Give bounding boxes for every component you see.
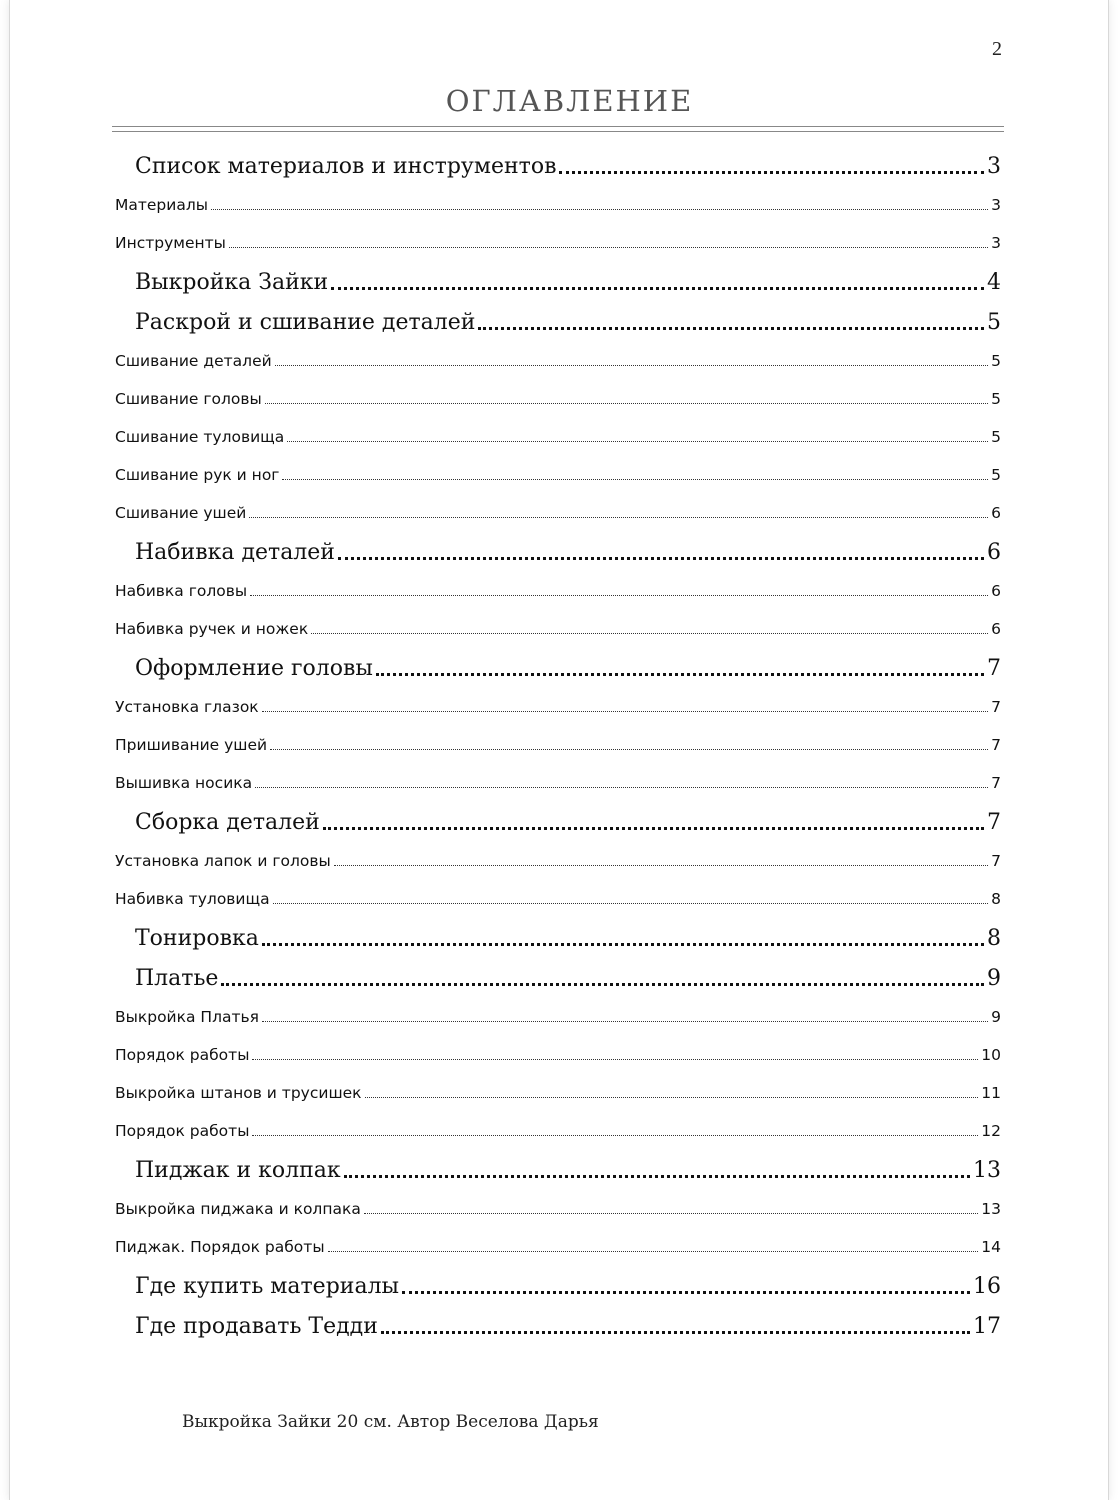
toc-entry-page-number: 7	[991, 698, 1001, 716]
toc-entry-label: Тонировка	[135, 925, 259, 951]
toc-entry-label: Сшивание ушей	[115, 504, 247, 522]
toc-entry-page-number: 7	[987, 809, 1001, 835]
dot-leader	[249, 516, 988, 518]
dot-leader	[275, 364, 988, 366]
toc-heading-entry[interactable]	[115, 918, 1001, 958]
toc-entry-page-number: 5	[991, 390, 1001, 408]
toc-heading-entry[interactable]	[115, 1150, 1001, 1190]
toc-subentry[interactable]	[115, 494, 1001, 532]
toc-subentry[interactable]	[115, 380, 1001, 418]
toc-entry-label: Оформление головы	[135, 655, 373, 681]
toc-entry-page-number: 8	[991, 890, 1001, 908]
toc-entry-label: Порядок работы	[115, 1046, 250, 1064]
toc-subentry[interactable]	[115, 688, 1001, 726]
page-number: 2	[992, 38, 1002, 60]
toc-entry-page-number: 7	[991, 774, 1001, 792]
toc-entry-label: Сшивание головы	[115, 390, 262, 408]
dot-leader	[262, 942, 984, 946]
dot-leader	[402, 1290, 970, 1294]
toc-entry-page-number: 6	[991, 504, 1001, 522]
toc-subentry[interactable]	[115, 1112, 1001, 1150]
toc-entry-label: Пиджак. Порядок работы	[115, 1238, 325, 1256]
toc-subentry[interactable]	[115, 1036, 1001, 1074]
dot-leader	[229, 246, 988, 248]
toc-entry-page-number: 3	[991, 234, 1001, 252]
toc-heading-entry[interactable]	[115, 302, 1001, 342]
toc-entry-page-number: 6	[991, 620, 1001, 638]
toc-entry-page-number: 5	[991, 428, 1001, 446]
toc-entry-label: Инструменты	[115, 234, 226, 252]
dot-leader	[331, 286, 984, 290]
toc-entry-label: Где купить материалы	[135, 1273, 400, 1299]
dot-leader	[323, 826, 984, 830]
toc-entry-page-number: 5	[987, 309, 1001, 335]
toc-entry-page-number: 7	[991, 852, 1001, 870]
toc-entry-label: Выкройка штанов и трусишек	[115, 1084, 362, 1102]
toc-heading-entry[interactable]	[115, 262, 1001, 302]
dot-leader	[365, 1096, 979, 1098]
toc-heading-entry[interactable]	[115, 146, 1001, 186]
toc-entry-page-number: 5	[991, 466, 1001, 484]
toc-entry-page-number: 7	[987, 655, 1001, 681]
toc-entry-label: Набивка головы	[115, 582, 248, 600]
toc-entry-label: Набивка деталей	[135, 539, 335, 565]
toc-heading-entry[interactable]	[115, 648, 1001, 688]
toc-subentry[interactable]	[115, 842, 1001, 880]
toc-subentry[interactable]	[115, 224, 1001, 262]
toc-entry-label: Установка лапок и головы	[115, 852, 331, 870]
toc-subentry[interactable]	[115, 1074, 1001, 1112]
toc-entry-label: Установка глазок	[115, 698, 259, 716]
document-page	[10, 0, 1108, 1500]
dot-leader	[282, 478, 988, 480]
toc-entry-label: Вышивка носика	[115, 774, 253, 792]
page-footer: Выкройка Зайки 20 см. Автор Веселова Дарья	[182, 1412, 599, 1432]
dot-leader	[221, 982, 984, 986]
toc-heading-entry[interactable]	[115, 1306, 1001, 1346]
dot-leader	[270, 748, 988, 750]
dot-leader	[381, 1330, 970, 1334]
toc-entry-label: Набивка ручек и ножек	[115, 620, 309, 638]
toc-entry-label: Выкройка Зайки	[135, 269, 329, 295]
toc-subentry[interactable]	[115, 998, 1001, 1036]
dot-leader	[273, 902, 989, 904]
toc-entry-page-number: 16	[973, 1273, 1001, 1299]
toc-entry-label: Пиджак и колпак	[135, 1157, 341, 1183]
toc-subentry[interactable]	[115, 1228, 1001, 1266]
toc-title: ОГЛАВЛЕНИЕ	[445, 84, 694, 118]
toc-subentry[interactable]	[115, 726, 1001, 764]
toc-entry-label: Раскрой и сшивание деталей	[135, 309, 476, 335]
toc-entry-page-number: 13	[981, 1200, 1001, 1218]
dot-leader	[287, 440, 988, 442]
toc-entry-page-number: 13	[973, 1157, 1001, 1183]
toc-subentry[interactable]	[115, 418, 1001, 456]
toc-subentry[interactable]	[115, 456, 1001, 494]
dot-leader	[311, 632, 988, 634]
toc-entry-label: Порядок работы	[115, 1122, 250, 1140]
toc-heading-entry[interactable]	[115, 1266, 1001, 1306]
toc-entry-page-number: 10	[981, 1046, 1001, 1064]
toc-entry-label: Список материалов и инструментов	[135, 153, 557, 179]
dot-leader	[344, 1174, 970, 1178]
dot-leader	[265, 402, 988, 404]
toc-entry-page-number: 6	[991, 582, 1001, 600]
toc-subentry[interactable]	[115, 610, 1001, 648]
toc-entry-label: Материалы	[115, 196, 208, 214]
title-divider	[112, 126, 1004, 132]
dot-leader	[364, 1212, 978, 1214]
dot-leader	[211, 208, 988, 210]
toc-entry-label: Набивка туловища	[115, 890, 270, 908]
toc-entry-page-number: 9	[987, 965, 1001, 991]
dot-leader	[338, 556, 984, 560]
dot-leader	[328, 1250, 979, 1252]
toc-subentry[interactable]	[115, 880, 1001, 918]
toc-entry-label: Выкройка Платья	[115, 1008, 259, 1026]
dot-leader	[559, 170, 984, 174]
toc-subentry[interactable]	[115, 1190, 1001, 1228]
dot-leader	[262, 710, 988, 712]
toc-entry-page-number: 8	[987, 925, 1001, 951]
toc-entry-label: Где продавать Тедди	[135, 1313, 378, 1339]
dot-leader	[478, 326, 984, 330]
toc-entry-label: Платье	[135, 965, 219, 991]
toc-entry-label: Пришивание ушей	[115, 736, 268, 754]
toc-entry-page-number: 3	[987, 153, 1001, 179]
dot-leader	[376, 672, 984, 676]
toc-subentry[interactable]	[115, 186, 1001, 224]
dot-leader	[252, 1134, 978, 1136]
table-of-contents	[115, 146, 1001, 1346]
toc-entry-page-number: 12	[981, 1122, 1001, 1140]
toc-entry-page-number: 11	[981, 1084, 1001, 1102]
toc-entry-label: Сборка деталей	[135, 809, 320, 835]
toc-heading-entry[interactable]	[115, 958, 1001, 998]
toc-entry-page-number: 3	[991, 196, 1001, 214]
toc-entry-label: Выкройка пиджака и колпака	[115, 1200, 361, 1218]
toc-entry-label: Сшивание туловища	[115, 428, 285, 446]
dot-leader	[334, 864, 988, 866]
dot-leader	[252, 1058, 978, 1060]
toc-subentry[interactable]	[115, 764, 1001, 802]
toc-entry-page-number: 7	[991, 736, 1001, 754]
toc-entry-page-number: 17	[973, 1313, 1001, 1339]
toc-heading-entry[interactable]	[115, 532, 1001, 572]
toc-entry-page-number: 14	[981, 1238, 1001, 1256]
toc-entry-label: Сшивание деталей	[115, 352, 272, 370]
toc-entry-page-number: 9	[991, 1008, 1001, 1026]
toc-entry-label: Сшивание рук и ног	[115, 466, 280, 484]
toc-entry-page-number: 6	[987, 539, 1001, 565]
dot-leader	[255, 786, 988, 788]
dot-leader	[250, 594, 988, 596]
toc-entry-page-number: 4	[987, 269, 1001, 295]
toc-heading-entry[interactable]	[115, 802, 1001, 842]
toc-subentry[interactable]	[115, 342, 1001, 380]
toc-subentry[interactable]	[115, 572, 1001, 610]
toc-entry-page-number: 5	[991, 352, 1001, 370]
dot-leader	[262, 1020, 988, 1022]
